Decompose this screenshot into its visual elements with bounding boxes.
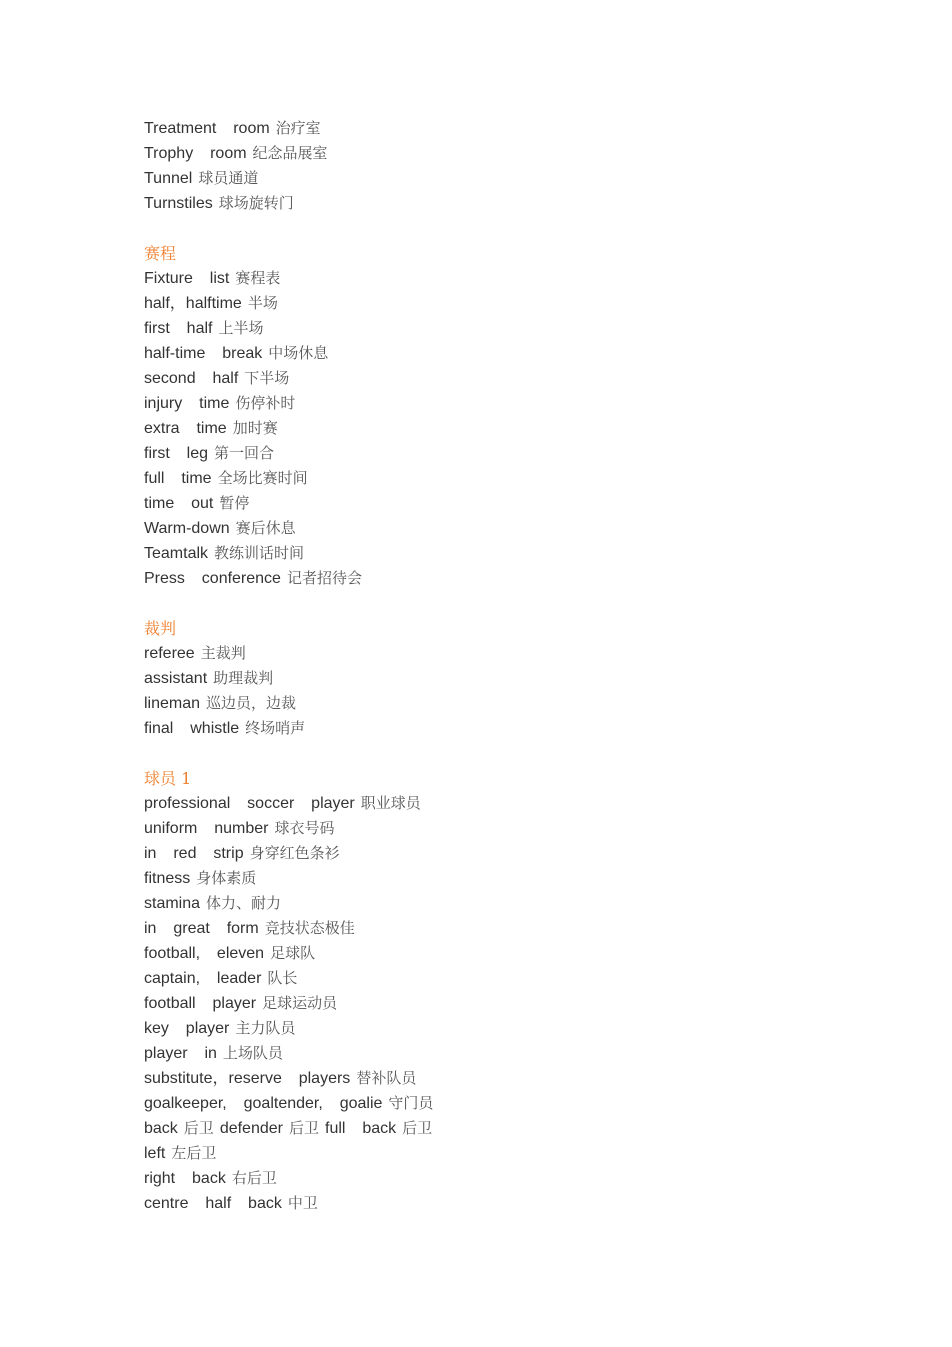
- glossary-entry: [144, 166, 844, 191]
- glossary-entry: [144, 366, 844, 391]
- glossary-entry: [144, 191, 844, 216]
- glossary-entry: [144, 991, 844, 1016]
- glossary-entry: [144, 1066, 844, 1091]
- chinese-translation: 足球队: [270, 944, 316, 962]
- english-term: Fixture list: [144, 270, 230, 287]
- chinese-translation: 球员通道: [198, 169, 259, 187]
- english-term: extra time: [144, 420, 227, 437]
- glossary-entry: [144, 266, 844, 291]
- chinese-translation: 教练训话时间: [214, 544, 305, 562]
- chinese-translation: 左后卫: [171, 1144, 217, 1162]
- chinese-translation: 伤停补时: [235, 394, 296, 412]
- chinese-translation: 球衣号码: [274, 819, 335, 837]
- english-term: Turnstiles: [144, 195, 213, 212]
- glossary-entry: [144, 541, 844, 566]
- english-term: second half: [144, 370, 239, 387]
- english-term: half-time break: [144, 345, 263, 362]
- chinese-translation: 中卫: [287, 1194, 318, 1212]
- glossary-entry: [144, 641, 844, 666]
- chinese-translation: 全场比赛时间: [217, 469, 308, 487]
- chinese-translation: 后卫: [288, 1119, 319, 1137]
- glossary-entry: [144, 116, 844, 141]
- english-term: substitute，reserve players: [144, 1070, 351, 1087]
- english-term: professional soccer player: [144, 795, 355, 812]
- chinese-translation: 纪念品展室: [252, 144, 328, 162]
- english-term: injury time: [144, 395, 230, 412]
- chinese-translation: 体力、耐力: [206, 894, 282, 912]
- glossary-entry: [144, 341, 844, 366]
- chinese-translation: 赛程表: [235, 269, 281, 287]
- chinese-translation: 巡边员，边裁: [206, 694, 297, 712]
- chinese-translation: 后卫: [183, 1119, 214, 1137]
- glossary-entry: [144, 1141, 844, 1166]
- section-heading: 球员 1: [144, 769, 192, 788]
- english-term: Tunnel: [144, 170, 193, 187]
- chinese-translation: 加时赛: [232, 419, 278, 437]
- chinese-translation: 治疗室: [275, 119, 321, 137]
- english-term: referee: [144, 645, 195, 662]
- glossary-entry: [144, 1091, 844, 1116]
- chinese-translation: 足球运动员: [262, 994, 338, 1012]
- chinese-translation: 记者招待会: [286, 569, 362, 587]
- english-term: player in: [144, 1045, 217, 1062]
- chinese-translation: 队长: [267, 969, 298, 987]
- english-term: key player: [144, 1020, 230, 1037]
- english-term: time out: [144, 495, 214, 512]
- english-term: assistant: [144, 670, 208, 687]
- english-term: Teamtalk: [144, 545, 209, 562]
- glossary-entry: [144, 816, 844, 841]
- glossary-entry: [144, 466, 844, 491]
- chinese-translation: 后卫: [402, 1119, 433, 1137]
- english-term: first half: [144, 320, 213, 337]
- glossary-entry: [144, 416, 844, 441]
- glossary-entry: [144, 1016, 844, 1041]
- english-term: final whistle: [144, 720, 240, 737]
- glossary-entry: [144, 866, 844, 891]
- glossary-entry: [144, 291, 844, 316]
- english-term: football, eleven: [144, 945, 265, 962]
- glossary-entry: [144, 666, 844, 691]
- chinese-translation: 终场哨声: [245, 719, 306, 737]
- glossary-entry: [144, 716, 844, 741]
- chinese-translation: 第一回合: [214, 444, 275, 462]
- english-term: captain, leader: [144, 970, 262, 987]
- glossary-entry: [144, 841, 844, 866]
- chinese-translation: 半场: [247, 294, 278, 312]
- glossary-entry: [144, 966, 844, 991]
- glossary-entry: [144, 1166, 844, 1191]
- english-term: in great form: [144, 920, 259, 937]
- glossary-entry: [144, 491, 844, 516]
- english-term: defender: [219, 1120, 283, 1137]
- glossary-entry: [144, 441, 844, 466]
- chinese-translation: 下半场: [244, 369, 290, 387]
- chinese-translation: 赛后休息: [235, 519, 296, 537]
- glossary-entry: [144, 916, 844, 941]
- english-term: lineman: [144, 695, 201, 712]
- chinese-translation: 守门员: [388, 1094, 434, 1112]
- chinese-translation: 中场休息: [268, 344, 329, 362]
- english-term: back: [144, 1120, 178, 1137]
- english-term: full back: [325, 1120, 397, 1137]
- glossary-entry: [144, 941, 844, 966]
- glossary-content: [144, 116, 844, 1216]
- chinese-translation: 身体素质: [196, 869, 257, 887]
- glossary-entry: [144, 1041, 844, 1066]
- chinese-translation: 助理裁判: [213, 669, 274, 687]
- english-term: football player: [144, 995, 257, 1012]
- english-term: uniform number: [144, 820, 269, 837]
- glossary-entry: [144, 891, 844, 916]
- chinese-translation: 右后卫: [231, 1169, 277, 1187]
- english-term: Press conference: [144, 570, 281, 587]
- section-heading: 赛程: [144, 244, 177, 263]
- english-term: full time: [144, 470, 212, 487]
- glossary-entry: [144, 391, 844, 416]
- section-heading: 裁判: [144, 619, 177, 638]
- english-term: stamina: [144, 895, 201, 912]
- chinese-translation: 球场旋转门: [218, 194, 294, 212]
- glossary-entry: [144, 791, 844, 816]
- chinese-translation: 职业球员: [360, 794, 421, 812]
- english-term: first leg: [144, 445, 209, 462]
- glossary-entry: [144, 1191, 844, 1216]
- glossary-entry: [144, 141, 844, 166]
- chinese-translation: 上场队员: [222, 1044, 283, 1062]
- glossary-entry: [144, 691, 844, 716]
- glossary-entry: [144, 566, 844, 591]
- chinese-translation: 上半场: [218, 319, 264, 337]
- glossary-entry: [144, 1116, 844, 1141]
- english-term: left: [144, 1145, 166, 1162]
- glossary-entry: [144, 516, 844, 541]
- english-term: fitness: [144, 870, 191, 887]
- chinese-translation: 主力队员: [235, 1019, 296, 1037]
- chinese-translation: 暂停: [219, 494, 250, 512]
- english-term: centre half back: [144, 1195, 282, 1212]
- english-term: half，halftime: [144, 295, 242, 312]
- chinese-translation: 替补队员: [356, 1069, 417, 1087]
- english-term: goalkeeper, goaltender, goalie: [144, 1095, 383, 1112]
- glossary-entry: [144, 316, 844, 341]
- english-term: Treatment room: [144, 120, 270, 137]
- chinese-translation: 身穿红色条衫: [249, 844, 340, 862]
- chinese-translation: 竞技状态极佳: [264, 919, 355, 937]
- chinese-translation: 主裁判: [200, 644, 246, 662]
- english-term: right back: [144, 1170, 226, 1187]
- english-term: Trophy room: [144, 145, 247, 162]
- english-term: in red strip: [144, 845, 244, 862]
- english-term: Warm-down: [144, 520, 230, 537]
